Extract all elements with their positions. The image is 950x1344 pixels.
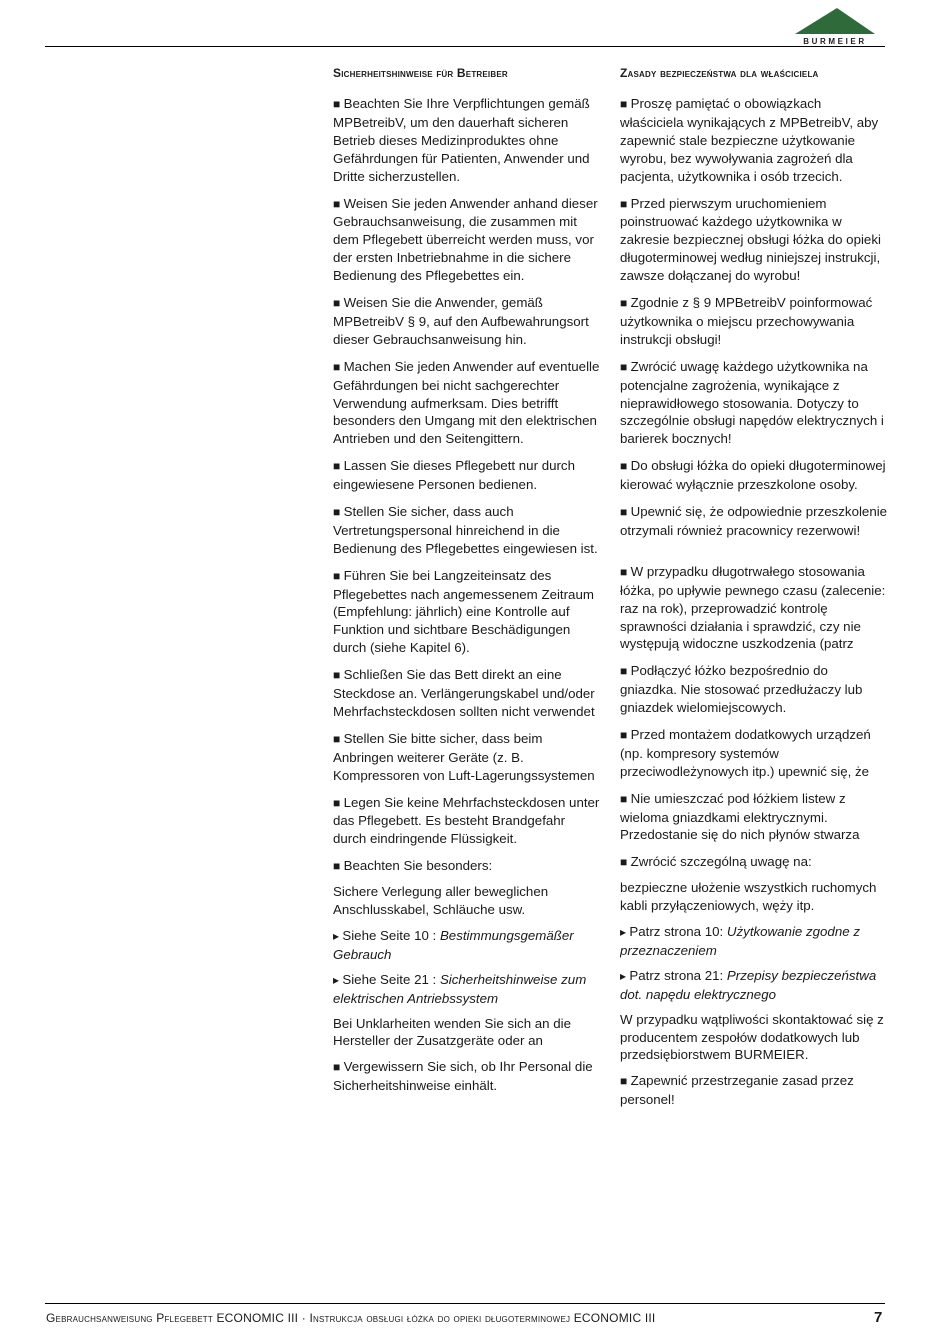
bullet-item xyxy=(620,358,888,448)
bullet-item xyxy=(333,1058,601,1094)
german-items xyxy=(333,95,601,1094)
item-text: Podłączyć łóżko bezpośrednio do gniazdka. Nie stosować przedłużaczy lub gniazdek wielomiejscowych. xyxy=(620,663,863,716)
item-text: W przypadku wątpliwości skontaktować się z producentem zespołów dodatkowych lub przedsiębiorstwem BURMEIER. xyxy=(620,1011,884,1063)
reference-title: Użytkowanie zgodne z przeznaczeniem xyxy=(620,924,860,958)
polish-heading: Zasady bezpieczeństwa dla właściciela xyxy=(620,66,819,80)
bullet-item xyxy=(620,95,888,185)
bullet-item xyxy=(620,790,888,844)
bullet-item xyxy=(333,195,601,285)
item-text: Upewnić się, że odpowiednie przeszkolenie otrzymali również pracownicy rezerwowi! xyxy=(620,503,888,538)
item-text: W przypadku długotrwałego stosowania łóżka, po upływie pewnego czasu (zalecenie: raz na rok), przeprowadzić kontrolę sprawności działania i sprawdzić, czy nie występują widoczne uszkodzenia (patrz xyxy=(620,563,886,652)
cross-reference xyxy=(620,967,888,1003)
item-text: Zgodnie z § 9 MPBetreibV poinformować użytkownika o miejscu przechowywania instrukcji obsługi! xyxy=(620,295,873,347)
german-heading: Sicherheitshinweise für Betreiber xyxy=(333,66,508,80)
text-paragraph xyxy=(333,1015,601,1051)
header-divider xyxy=(45,46,885,47)
brand-name: BURMEIER xyxy=(803,37,867,46)
item-text: Do obsługi łóżka do opieki długoterminowej kierować wyłącznie przeszkolone osoby. xyxy=(620,458,886,493)
roof-logo-icon xyxy=(793,6,877,36)
item-text: Siehe Seite 21 : xyxy=(342,971,440,987)
bullet-item xyxy=(620,1072,888,1108)
bullet-item xyxy=(333,95,601,185)
bullet-item xyxy=(620,853,888,871)
item-text: Przed montażem dodatkowych urządzeń (np. kompresory systemów przeciwodleżynowych itp.) upewnić się, że xyxy=(620,726,871,779)
reference-title: Sicherheitshinweise zum elektrischen Antriebssystem xyxy=(333,971,587,1006)
bullet-item xyxy=(620,294,888,348)
bullet-item xyxy=(333,730,601,784)
item-text: Weisen Sie die Anwender, gemäß MPBetreibV § 9, auf den Aufbewahrungsort dieser Gebrauchsanweisung hin. xyxy=(333,295,589,347)
item-text: Stellen Sie bitte sicher, dass beim Anbringen weiterer Geräte (z. B. Kompressoren von Luft-Lagerungssystemen xyxy=(333,730,595,783)
item-text: Bei Unklarheiten wenden Sie sich an die Hersteller der Zusatzgeräte oder an xyxy=(333,1015,572,1049)
item-text: Sichere Verlegung aller beweglichen Anschlusskabel, Schläuche usw. xyxy=(333,884,549,918)
polish-column xyxy=(620,66,888,1108)
item-text: Beachten Sie besonders: xyxy=(343,858,493,874)
bullet-item xyxy=(620,726,888,780)
item-text: Weisen Sie jeden Anwender anhand dieser Gebrauchsanweisung, die zusammen mit dem Pflegebett überreicht werden muss, vor der ersten Inbetriebnahme in die sichere Bedienung des Pflegebettes ein. xyxy=(333,195,598,284)
text-paragraph xyxy=(620,879,888,915)
bullet-item xyxy=(333,294,601,348)
bullet-item xyxy=(333,857,601,875)
item-text: Patrz strona 21: xyxy=(629,967,727,983)
item-text: Lassen Sie dieses Pflegebett nur durch eingewiesene Personen bedienen. xyxy=(333,458,575,493)
item-text: bezpieczne ułożenie wszystkich ruchomych kabli przyłączeniowych, węży itp. xyxy=(620,880,877,914)
bullet-item xyxy=(620,563,888,653)
footer-title: Gebrauchsanweisung Pflegebett ECONOMIC III · Instrukcja obsługi łóżka do opieki długoterminowej ECONOMIC III xyxy=(46,1311,656,1325)
item-text: Proszę pamiętać o obowiązkach właściciela wynikających z MPBetreibV, aby zapewnić stale bezpieczne użytkowanie wyrobu, bez wywoływania zagrożeń dla pacjenta, użytkownika i osób trzecich. xyxy=(620,96,879,184)
german-column xyxy=(333,66,601,1094)
reference-title: Przepisy bezpieczeństwa dot. napędu elektrycznego xyxy=(620,967,877,1002)
item-text: Zwrócić szczególną uwagę na: xyxy=(630,854,812,870)
brand-logo xyxy=(793,6,877,46)
item-text: Führen Sie bei Langzeiteinsatz des Pflegebettes nach angemessenem Zeitraum (Empfehlung: jährlich) eine Kontrolle auf Funktion und sichtbare Beschädigungen durch (siehe Kapitel 6). xyxy=(333,567,594,656)
bullet-item xyxy=(620,457,888,493)
text-paragraph xyxy=(620,1011,888,1065)
bullet-item xyxy=(620,195,888,285)
bullet-item xyxy=(333,503,601,557)
item-text: Patrz strona 10: xyxy=(629,924,727,940)
page-number: 7 xyxy=(874,1309,883,1326)
item-text: Nie umieszczać pod łóżkiem listew z wieloma gniazdkami elektrycznymi. Przedostanie się do nich płynów stwarza xyxy=(620,790,860,843)
item-text: Zapewnić przestrzeganie zasad przez personel! xyxy=(620,1073,854,1108)
item-text: Legen Sie keine Mehrfachsteckdosen unter das Pflegebett. Es besteht Brandgefahr durch eindringende Flüssigkeit. xyxy=(333,794,600,847)
item-text: Vergewissern Sie sich, ob Ihr Personal die Sicherheitshinweise einhält. xyxy=(333,1059,593,1094)
bullet-item xyxy=(333,457,601,493)
bullet-item xyxy=(333,666,601,720)
reference-title: Bestimmungsgemäßer Gebrauch xyxy=(333,927,574,962)
item-text: Zwrócić uwagę każdego użytkownika na potencjalne zagrożenia, wynikające z nieprawidłowego stosowania. Dotyczy to szczególnie obsługi napędów elektrycznych i barierek bocznych! xyxy=(620,358,884,447)
cross-reference xyxy=(333,927,601,963)
polish-items xyxy=(620,95,888,1108)
item-text: Schließen Sie das Bett direkt an eine Steckdose an. Verlängerungskabel und/oder Mehrfachsteckdosen sollten nicht verwendet xyxy=(333,667,595,719)
text-paragraph xyxy=(333,883,601,919)
bullet-item xyxy=(333,358,601,448)
item-text: Stellen Sie sicher, dass auch Vertretungspersonal hinreichend in die Bedienung des Pflegebettes eingewiesen ist. xyxy=(333,503,598,556)
bullet-item xyxy=(620,662,888,716)
footer-divider xyxy=(45,1303,885,1304)
bullet-item xyxy=(620,503,888,539)
item-text: Siehe Seite 10 : xyxy=(342,927,440,943)
bullet-item xyxy=(333,567,601,657)
cross-reference xyxy=(333,971,601,1007)
bullet-item xyxy=(333,794,601,848)
item-text: Beachten Sie Ihre Verpflichtungen gemäß MPBetreibV, um den dauerhaft sicheren Betrieb dieses Medizinproduktes ohne Gefährdungen für Patienten, Anwender und Dritte sicherzustellen. xyxy=(333,96,590,184)
item-text: Przed pierwszym uruchomieniem poinstruować każdego użytkownika w zakresie bezpiecznej obsługi łóżka do opieki długoterminowej według niniejszej instrukcji, zawsze dołączanej do wyrobu! xyxy=(620,195,881,284)
item-text: Machen Sie jeden Anwender auf eventuelle Gefährdungen bei nicht sachgerechter Verwendung aufmerksam. Dies betrifft besonders den Umgang mit den elektrischen Antrieben und den Seitengittern. xyxy=(333,358,600,447)
cross-reference xyxy=(620,923,888,959)
